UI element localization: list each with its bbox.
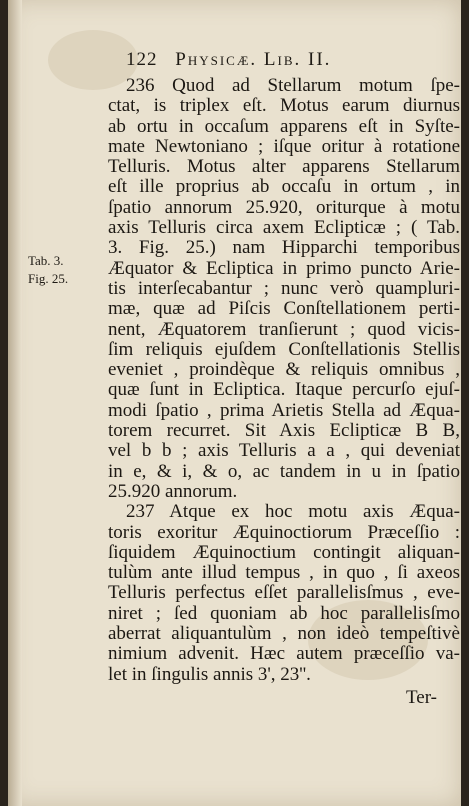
text-line: Telluris. Motus alter apparens Stellarum [108, 156, 460, 178]
text-line: vel b b ; axis Telluris a a , qui deveniat [108, 440, 460, 462]
text-line: modi ſpatio , prima Arietis Stella ad Æqua- [108, 399, 460, 421]
running-title: Physicæ. Lib. II. [175, 49, 332, 70]
text-line: axis Telluris circa axem Eclipticæ ; ( Tab. [108, 217, 460, 239]
text-line: ſpatio annorum 25.920, oriturque à motu [108, 196, 460, 218]
margin-notes [28, 252, 68, 288]
text-line: mate Newtoniano ; iſque oritur à rotatione [108, 135, 460, 157]
text-line: let in ſingulis annis 3', 23''. [108, 663, 311, 685]
text-line: torem recurret. Sit Axis Eclipticæ B B, [108, 420, 460, 442]
text-line: in e, & i, & o, ac tandem in u in ſpatio [108, 460, 460, 482]
body-text [108, 76, 460, 685]
text-line: nimium advenit. Hæc autem præceſſio va- [108, 643, 460, 665]
text-line: nent, Æquatorem tranſierunt ; quod vicis- [108, 318, 460, 340]
text-line: 236 Quod ad Stellarum motum ſpe- [126, 75, 460, 96]
margin-note-tab: Tab. 3. [28, 253, 64, 268]
text-line: ſim reliquis ejuſdem Conſtellationis Stellis [108, 338, 460, 360]
text-line: quæ ſunt in Ecliptica. Itaque percurſo ejuſ- [108, 379, 460, 401]
text-line: niret ; ſed quoniam ab hoc parallelisſmo [108, 602, 460, 624]
running-header [126, 49, 426, 71]
page-number: 122 [126, 49, 158, 70]
margin-note-fig: Fig. 25. [28, 271, 69, 286]
text-line: 3. Fig. 25.) nam Hipparchi temporibus [108, 237, 460, 259]
text-line: ctat, is triplex eſt. Motus earum diurnus [108, 95, 460, 117]
text-line: tulùm ante illud tempus , in quo , ſi axeos [108, 562, 460, 584]
text-line: Telluris perfectus eſſet parallelisſmus , eve- [108, 582, 460, 604]
text-line: ab ortu in occaſum apparens eſt in Syſte- [108, 115, 460, 137]
text-line: eveniet , proindèque & reliquis omnibus , [108, 359, 460, 381]
text-line: Æquator & Ecliptica in primo puncto Arie- [108, 257, 460, 279]
catchword: Ter- [406, 687, 437, 708]
text-line: toris exoritur Æquinoctiorum Præceſſio : [108, 521, 460, 543]
text-line: mæ, quæ ad Piſcis Conſtellationem perti- [108, 298, 460, 320]
text-line: tis interſecabantur ; nunc verò quampluri- [108, 277, 460, 299]
text-line: eſt ille proprius ab occaſu in ortum , in [108, 176, 460, 198]
text-line: 25.920 annorum. [108, 480, 238, 502]
page-gutter [8, 0, 22, 806]
text-line: ſiquidem Æquinoctium contingit aliquan- [108, 541, 460, 563]
text-line: aberrat aliquantulùm , non ideò tempeſtivè [108, 623, 460, 645]
text-line: 237 Atque ex hoc motu axis Æqua- [126, 501, 460, 523]
book-page [8, 0, 461, 806]
